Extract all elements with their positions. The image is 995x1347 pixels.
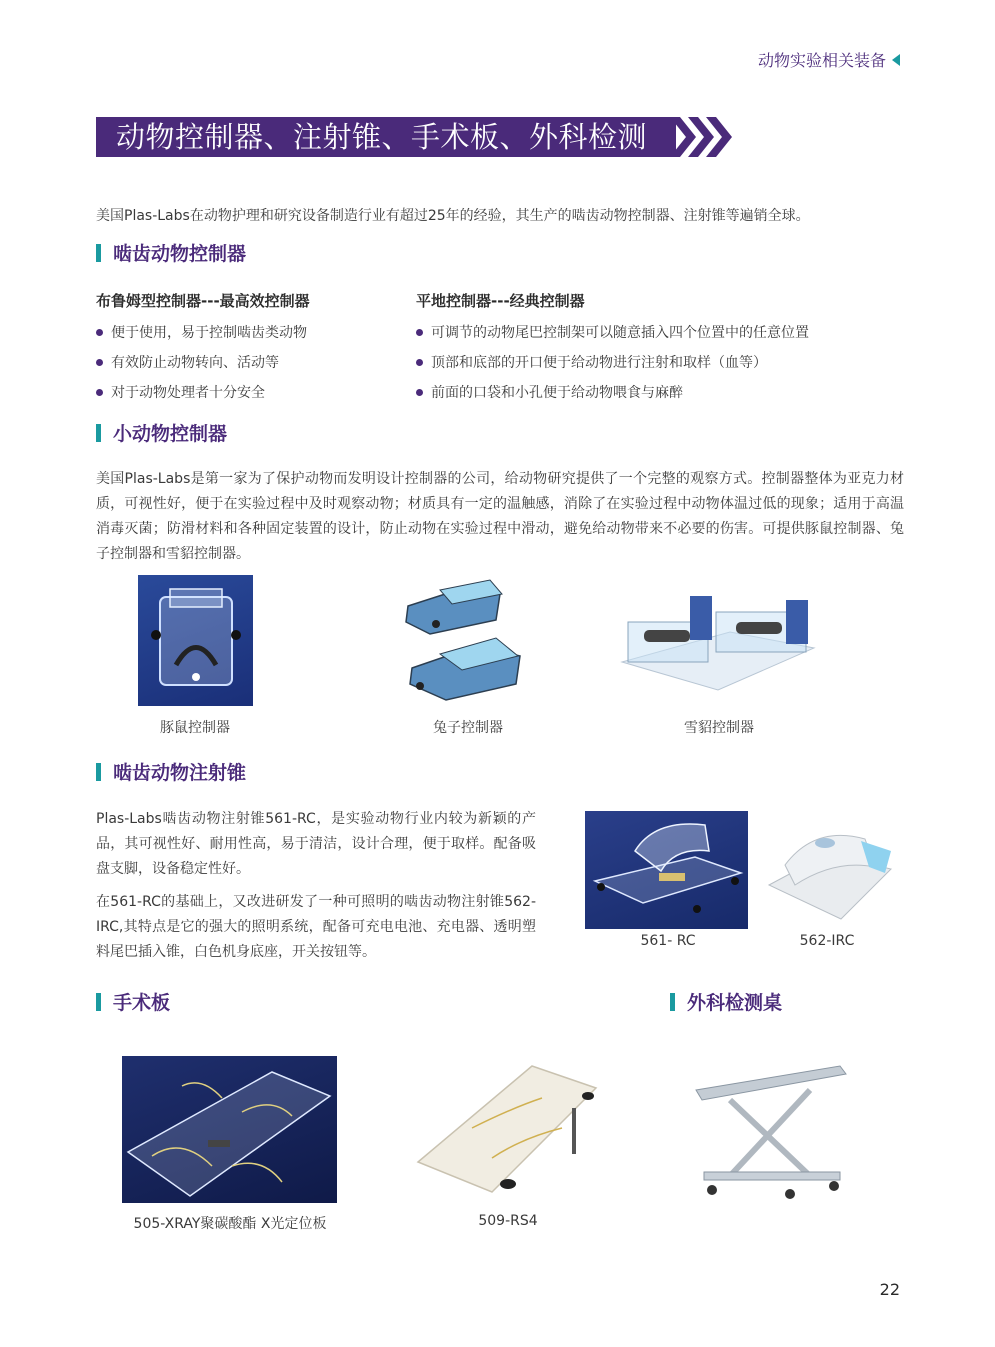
xray-positioning-board-photo	[122, 1056, 337, 1203]
section-heading-small-controller	[96, 419, 227, 446]
bullet-dot-icon	[96, 359, 103, 366]
list-item: 可调节的动物尾巴控制架可以随意插入四个位置中的任意位置	[416, 322, 906, 352]
caption-562irc: 562-IRC	[799, 933, 855, 949]
rabbit-controller-photo	[400, 576, 526, 704]
section-marker	[96, 993, 101, 1011]
injection-cone-562irc-photo	[765, 815, 895, 925]
list-item: 便于使用，易于控制啮齿类动物	[96, 322, 396, 352]
intro-text: 美国Plas-Labs在动物护理和研究设备制造行业有超过25年的经验，其生产的啮齿动物控制器、注射锥等遍销全球。	[96, 208, 810, 224]
caption-509rs4: 509-RS4	[478, 1213, 538, 1229]
section-marker	[96, 424, 101, 442]
section-heading-surgery-board	[96, 988, 170, 1015]
section-heading-injection-cone	[96, 758, 246, 785]
caption-rabbit: 兔子控制器	[433, 720, 503, 736]
injection-cone-paragraph-1: Plas-Labs啮齿动物注射锥561-RC，是实验动物行业内较为新颖的产品，其可视性好、耐用性高，易于清洁，设计合理，便于取样。配备吸盘支脚，设备稳定性好。	[96, 811, 536, 877]
surgery-board-509rs4-photo	[412, 1058, 602, 1198]
section-heading-label: 啮齿动物控制器	[113, 243, 247, 265]
caption-505-xray: 505-XRAY聚碳酸酯 X光定位板	[133, 1216, 327, 1232]
injection-cone-paragraph-2: 在561-RC的基础上，又改进研发了一种可照明的啮齿动物注射锥562-IRC,其特点是它的强大的照明系统，配备可充电电池、充电器、透明塑料尾巴插入锥，白色机身底座，开关按钮等。	[96, 894, 536, 960]
list-item: 对于动物处理者十分安全	[96, 382, 396, 412]
ferret-controller-photo	[620, 592, 816, 692]
header-category-label: 动物实验相关装备	[757, 51, 886, 70]
section-heading-surgical-table	[670, 988, 782, 1015]
page-number: 22	[879, 1280, 900, 1299]
caret-left-icon	[892, 54, 900, 66]
header-category	[758, 48, 900, 71]
bullet-list-flat	[416, 322, 906, 412]
bullet-dot-icon	[416, 389, 423, 396]
surgical-table-photo	[690, 1060, 850, 1202]
section-heading-label: 啮齿动物注射锥	[113, 762, 247, 784]
section-marker	[670, 993, 675, 1011]
caption-561rc: 561- RC	[640, 933, 696, 949]
subheading-flat: 平地控制器---经典控制器	[416, 292, 585, 310]
section-marker	[96, 763, 101, 781]
subheading-broome: 布鲁姆型控制器---最高效控制器	[96, 292, 310, 310]
section-heading-label: 外科检测桌	[687, 992, 783, 1014]
bullet-list-broome	[96, 322, 396, 412]
small-controller-paragraph: 美国Plas-Labs是第一家为了保护动物而发明设计控制器的公司，给动物研究提供了一个完整的观察方式。控制器整体为亚克力材质，可视性好，便于在实验过程中及时观察动物；材质具有一定的温触感，消除了在实验过程中动物体温过低的现象；适用于高温消毒灭菌；防滑材料和各种固定装置的设计，防止动物在实验过程中滑动，避免给动物带来不必要的伤害。可提供豚鼠控制器、兔子控制器和雪貂控制器。	[96, 471, 904, 562]
list-item: 前面的口袋和小孔便于给动物喂食与麻醉	[416, 382, 906, 412]
caption-guinea-pig: 豚鼠控制器	[160, 720, 230, 736]
injection-cone-561rc-photo	[585, 811, 748, 929]
section-heading-rodent-controller	[96, 239, 246, 266]
bullet-dot-icon	[96, 329, 103, 336]
list-item: 有效防止动物转向、活动等	[96, 352, 396, 382]
section-heading-label: 手术板	[113, 992, 171, 1014]
section-marker	[96, 244, 101, 262]
list-item: 顶部和底部的开口便于给动物进行注射和取样（血等）	[416, 352, 906, 382]
guinea-pig-controller-photo	[138, 575, 253, 706]
bullet-dot-icon	[416, 359, 423, 366]
page-title: 动物控制器、注射锥、手术板、外科检测桌	[96, 117, 676, 157]
section-heading-label: 小动物控制器	[113, 423, 228, 445]
caption-ferret: 雪貂控制器	[684, 720, 754, 736]
bullet-dot-icon	[96, 389, 103, 396]
bullet-dot-icon	[416, 329, 423, 336]
title-stripes-decoration	[670, 117, 734, 157]
